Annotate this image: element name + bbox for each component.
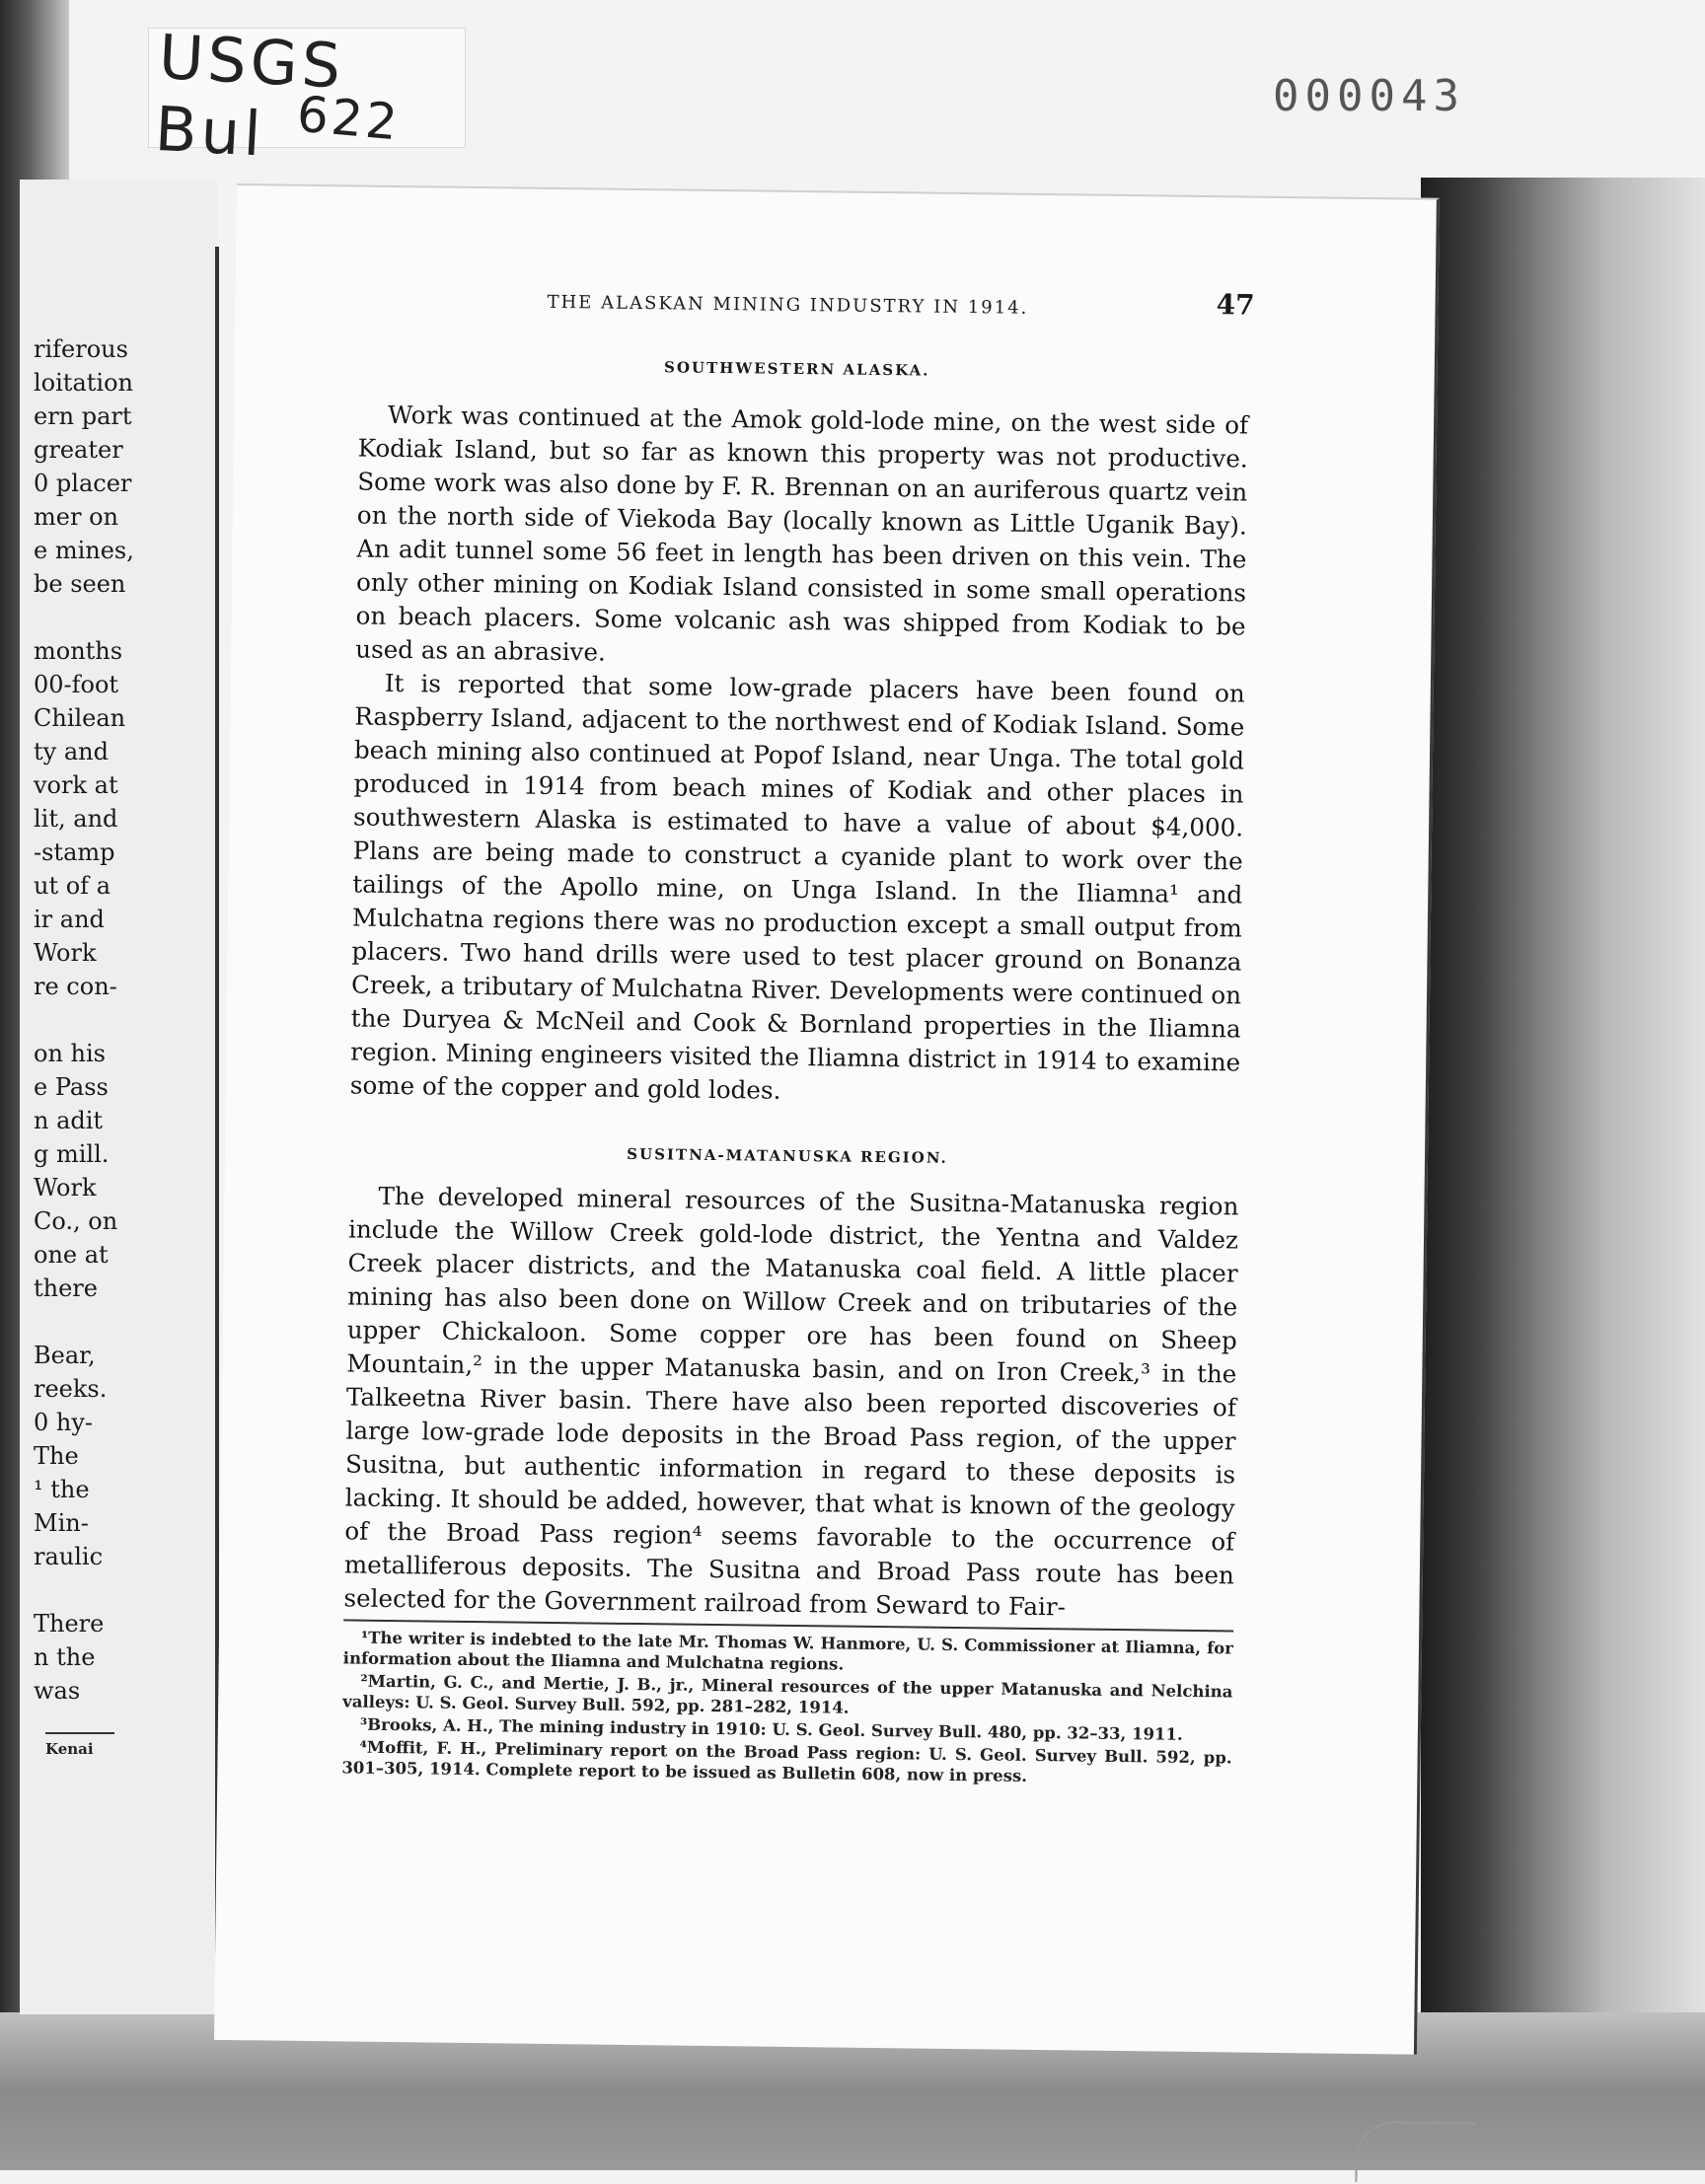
handwritten-bulletin-number: 622 <box>294 85 403 152</box>
page-stamp-number: 000043 <box>1273 71 1465 121</box>
footnote: ²Martin, G. C., and Mertie, J. B., jr., Mineral resources of the upper Matanuska and Nelchina valleys: U. S. Geol. Survey Bull. 592, pp. 281–282, 1914. <box>342 1671 1233 1717</box>
facing-line: be seen <box>34 570 126 598</box>
scan-shadow-right <box>1421 178 1705 2170</box>
facing-line: months <box>34 637 123 665</box>
footnotes <box>341 1627 1233 1790</box>
footnote: ⁴Moffit, F. H., Preliminary report on the Broad Pass region: U. S. Geol. Survey Bull. 592, pp. 301–305, 1914. Complete report to be issued as Bulletin 608, now in press. <box>341 1737 1232 1785</box>
handwritten-series: USGS Bul <box>153 20 346 171</box>
facing-line: ¹ the <box>34 1476 90 1503</box>
handwritten-label <box>148 20 466 171</box>
facing-line: ern part <box>34 402 132 430</box>
facing-line: loitation <box>34 369 133 397</box>
facing-line: There <box>34 1610 105 1638</box>
facing-line: Min- <box>34 1509 89 1537</box>
running-head: THE ALASKAN MINING INDUSTRY IN 1914. <box>547 291 1029 319</box>
facing-line: e mines, <box>34 537 134 564</box>
facing-line: one at <box>34 1241 109 1269</box>
facing-line: mer on <box>34 503 118 531</box>
document-page <box>214 183 1440 2055</box>
facing-line: -stamp <box>34 838 115 866</box>
facing-line: 0 hy- <box>34 1409 94 1436</box>
section-body-southwestern <box>350 399 1249 1114</box>
page-corner-curl <box>1355 2121 1476 2183</box>
facing-line: greater <box>34 436 123 464</box>
section-heading-susitna: SUSITNA-MATANUSKA REGION. <box>627 1144 948 1167</box>
facing-line: e Pass <box>34 1073 109 1101</box>
facing-line: Work <box>34 939 97 967</box>
facing-line: Chilean <box>34 704 126 732</box>
facing-line: g mill. <box>34 1140 110 1168</box>
facing-line: ty and <box>34 738 109 765</box>
footnote: ¹The writer is indebted to the late Mr. Thomas W. Hanmore, U. S. Commissioner at Iliamna, for information about the Iliamna and Mulchatna regions. <box>342 1628 1234 1674</box>
facing-line: on his <box>34 1040 106 1067</box>
section-body-susitna <box>343 1179 1238 1626</box>
facing-page-fragment <box>20 180 217 2014</box>
facing-line: Work <box>34 1174 97 1201</box>
facing-footnote-fragment: Kenai <box>45 1740 94 1758</box>
facing-line: Co., on <box>34 1207 118 1235</box>
facing-line: raulic <box>34 1543 104 1570</box>
paragraph: It is reported that some low-grade placers have been found on Raspberry Island, adjacent to the northwest end of Kodiak Island. Some beach mining also continued at Popof Island, near Unga. The total gold produced in 1914 from beach mines of Kodiak and other places in southwestern Alaska is estimated to have a value of about $4,000. Plans are being made to construct a cyanide plant to work over the tailings of the Apollo mine, on Unga Island. In the Iliamna¹ and Mulchatna regions there was no production except a small output from placers. Two hand drills were used to test placer ground on Bonanza Creek, a tributary of Mulchatna River. Developments were continued on the Duryea & McNeil and Cook & Bornland properties in the Iliamna region. Mining engineers visited the Iliamna district in 1914 to examine some of the copper and gold lodes. <box>349 668 1245 1105</box>
facing-line: lit, and <box>34 805 118 833</box>
paragraph: The developed mineral resources of the Susitna-Matanuska region include the Willow Creek gold-lode district, the Yentna and Valdez Creek placer districts, and the Matanuska coal field. A little placer mining has also been done on Willow Creek and on tributaries of the upper Chickaloon. Some copper ore has been found on Sheep Mountain,² in the upper Matanuska basin, and on Iron Creek,³ in the Talkeetna River basin. There have also been reported discoveries of large low-grade lode deposits in the Broad Pass region, of the upper Susitna, but authentic information in regard to these deposits is lacking. It should be added, however, that what is known of the geology of the Broad Pass region⁴ seems favorable to the occurrence of metalliferous deposits. The Susitna and Broad Pass route has been selected for the Government railroad from Seward to Fair- <box>343 1181 1239 1622</box>
facing-line: vork at <box>34 771 118 799</box>
facing-line: ir and <box>34 906 105 933</box>
facing-line: The <box>34 1442 79 1470</box>
page-number: 47 <box>1216 288 1255 322</box>
paragraph: Work was continued at the Amok gold-lode mine, on the west side of Kodiak Island, but so far as known this property was not productive. Some work was also done by F. R. Brennan on an auriferous quartz vein on the north side of Viekoda Bay (locally known as Little Uganik Bay). An adit tunnel some 56 feet in length has been driven on this vein. The only other mining on Kodiak Island consisted in some small operations on beach placers. Some volcanic ash was shipped from Kodiak to be used as an abrasive. <box>355 400 1249 667</box>
facing-line: Bear, <box>34 1342 96 1369</box>
facing-line: riferous <box>34 335 128 363</box>
facing-line: 00-foot <box>34 671 119 698</box>
facing-line: reeks. <box>34 1375 108 1403</box>
facing-line: 0 placer <box>34 470 132 497</box>
facing-line: n adit <box>34 1107 104 1134</box>
facing-line: n the <box>34 1643 96 1671</box>
facing-line: was <box>34 1677 81 1705</box>
facing-line: there <box>34 1274 98 1302</box>
facing-line: ut of a <box>34 872 111 900</box>
facing-line: re con- <box>34 973 117 1000</box>
footnote: ³Brooks, A. H., The mining industry in 1910: U. S. Geol. Survey Bull. 480, pp. 32–33, 1911. <box>359 1714 1183 1744</box>
section-heading-southwestern: SOUTHWESTERN ALASKA. <box>663 358 930 380</box>
facing-footnote-rule <box>45 1732 114 1734</box>
